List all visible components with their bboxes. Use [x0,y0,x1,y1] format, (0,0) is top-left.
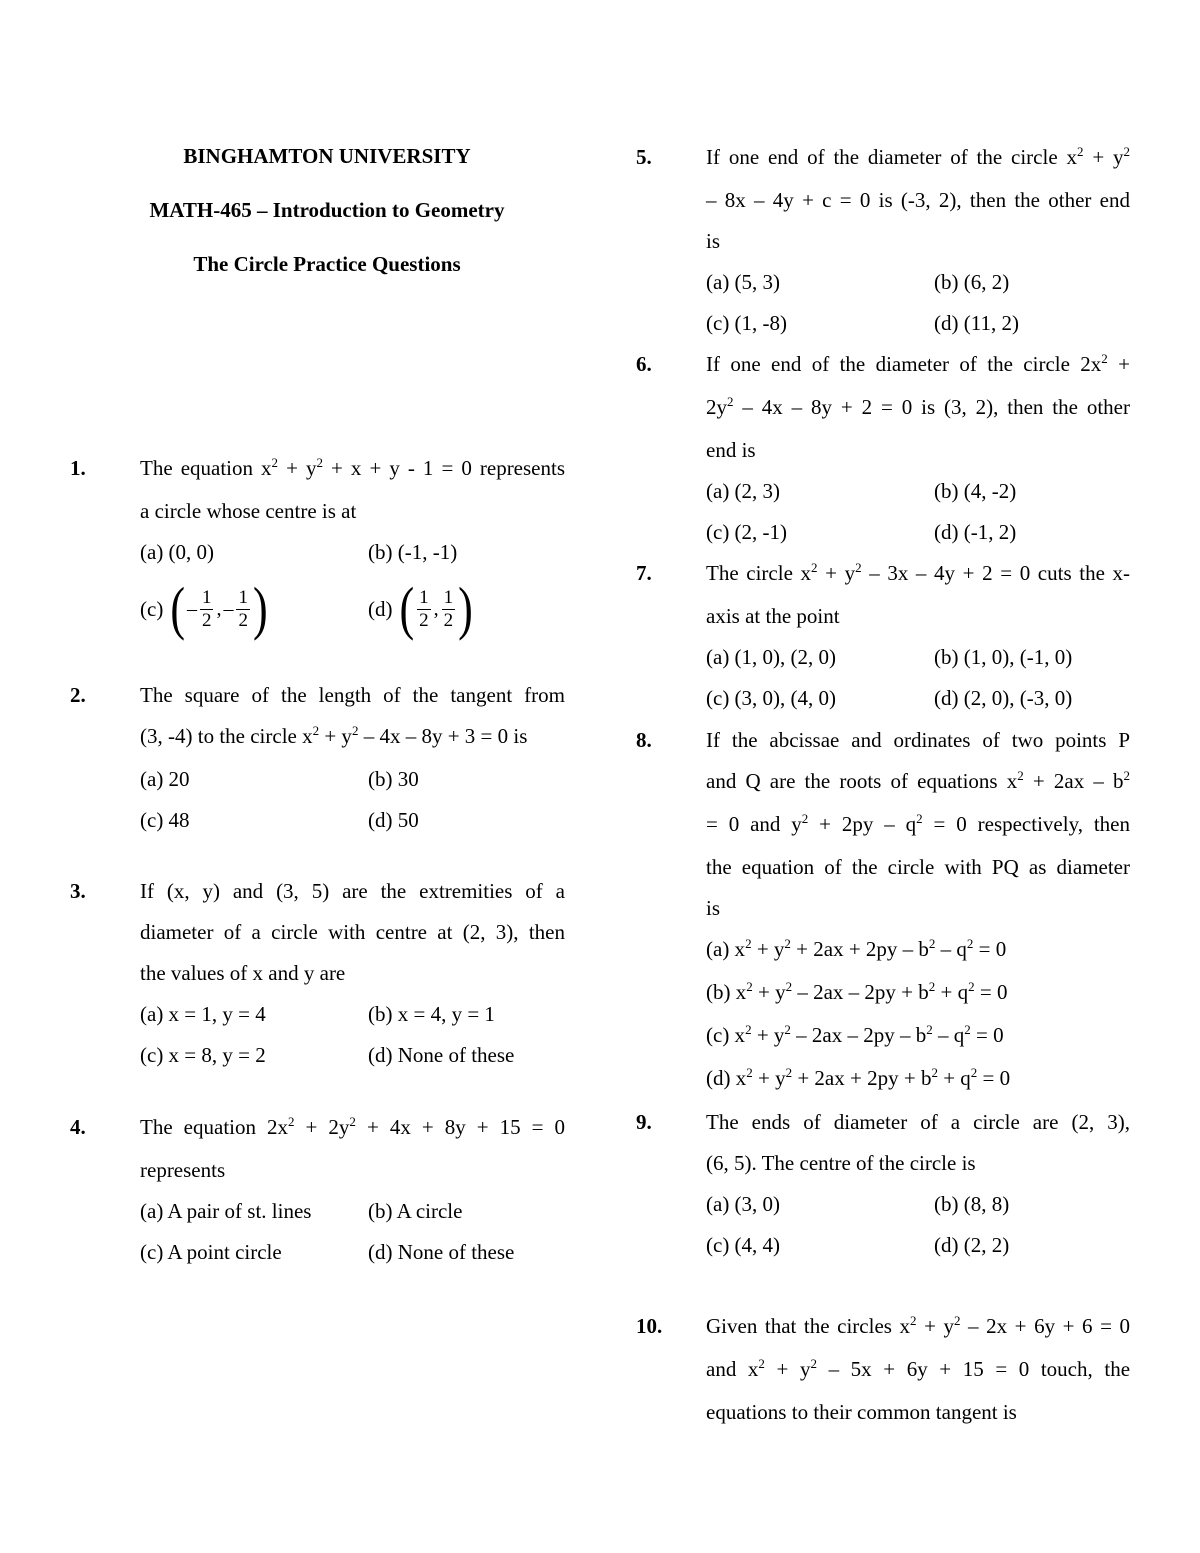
fraction [417,587,431,632]
answer-option: (b) (1, 0), (-1, 0) [934,645,1073,669]
answer-option: (d) (-1, 2) [934,520,1017,544]
minus-sign: – [186,597,197,620]
course-title: MATH-465 – Introduction to Geometry [149,198,505,222]
page-header [117,140,537,302]
question-4 [70,1107,565,1273]
question-text-line: If (x, y) and (3, 5) are the extremities of a [140,879,565,903]
answer-option: (a) (5, 3) [706,270,781,294]
answer-option: (c) (3, 0), (4, 0) [706,686,837,710]
answer-option: (b) (-1, -1) [368,540,458,564]
answer-option: (d) None of these [368,1043,515,1067]
left-column [70,448,565,1273]
answer-option: (d) 50 [368,808,419,832]
answer-options [140,759,565,841]
question-1 [70,448,565,645]
answer-option: (c) 48 [140,808,190,832]
question-text-line: and $x^2 + y^2 - 5x + 6y + 15 = 0$ touch, the [706,1356,1131,1381]
question-text-line: a circle whose centre is at [140,499,357,523]
answer-option: (b) x = 4, y = 1 [368,1002,495,1026]
question-number: 3. [70,879,86,903]
numerator: 1 [443,586,454,608]
question-text-line: represents [140,1158,226,1182]
question-text-line: The square of the length of the tangent from [140,683,565,707]
answer-option: (c) (2, -1) [706,520,788,544]
answer-option: (a) (3, 0) [706,1192,781,1216]
answer-option: (c) A point circle [140,1240,282,1264]
question-text-line: The equation $x^2 + y^2 + x + y - 1 = 0$ represents [140,455,566,480]
answer-option: (b) 30 [368,767,419,791]
answer-option: (b) (6, 2) [934,270,1010,294]
numerator: 1 [201,586,212,608]
fraction [236,587,250,632]
question-number: 2. [70,683,86,707]
page-title: The Circle Practice Questions [193,252,461,276]
question-text-line: equations to their common tangent is [706,1400,1017,1424]
answer-option: (c) (4, 4) [706,1233,781,1257]
question-text-line: – 8x – 4y + c = 0 is (-3, 2), then the other end [706,188,1130,212]
answer-option: (c) $x^2 + y^2 - 2ax - 2py - b^2 - q^2 = 0$ [706,1022,1004,1047]
answer-options [706,1184,1130,1266]
question-number: 5. [636,145,652,169]
answer-options [706,637,1130,719]
denominator: 2 [201,609,212,631]
question-text-line: and Q are the roots of equations $x^2 + 2ax - b^2$ [706,768,1130,793]
left-paren: ( [399,575,415,642]
question-text-line: If one end of the diameter of the circle $x^2 + y^2$ [706,144,1131,169]
answer-option: (c) x = 8, y = 2 [140,1043,266,1067]
question-number: 1. [70,456,86,480]
question-2 [70,675,565,841]
question-10 [636,1306,1130,1433]
left-paren: ( [170,575,185,642]
answer-option-fraction [368,573,590,645]
question-text-line: (3, -4) to the circle $x^2 + y^2 - 4x - 8y + 3 = 0$ is [140,723,528,748]
option-label: (c) [140,596,164,621]
question-text-line: axis at the point [706,604,840,628]
numerator: 1 [419,586,429,608]
question-3 [70,871,565,1076]
question-text-line: diameter of a circle with centre at (2, 3), then [140,920,565,944]
answer-option: (a) (0, 0) [140,540,215,564]
answer-option: (c) (1, -8) [706,311,788,335]
question-number: 6. [636,352,652,376]
question-text-line: The ends of diameter of a circle are (2, 3), [706,1110,1130,1134]
answer-option: (d) (2, 0), (-3, 0) [934,686,1073,710]
fraction [200,587,214,632]
minus-sign: – [223,597,234,620]
answer-option: (b) $x^2 + y^2 - 2ax - 2py + b^2 + q^2 = 0$ [706,979,1008,1004]
option-label: (d) [368,596,393,621]
denominator: 2 [419,609,429,631]
answer-option: (a) (2, 3) [706,479,781,503]
question-text-line: is [706,229,721,253]
question-6 [636,344,1130,553]
answer-option: (a) (1, 0), (2, 0) [706,645,837,669]
answer-option: (d) (2, 2) [934,1233,1010,1257]
right-paren: ) [458,575,473,642]
question-text-line: end is [706,438,756,462]
question-7 [636,553,1130,719]
question-text-line: (6, 5). The centre of the circle is [706,1151,976,1175]
answer-options [706,262,1130,344]
question-5 [636,137,1130,344]
question-text-line: The circle $x^2 + y^2 - 3x - 4y + 2 = 0$ cuts the x- [706,560,1131,585]
question-number: 8. [636,728,652,752]
question-text-line: = 0 and $y^2 + 2py - q^2 = 0$ respectively, then [706,811,1130,836]
answer-option: (a) 20 [140,767,190,791]
question-text-line: If one end of the diameter of the circle $2x^2$ + [706,351,1131,376]
question-number: 10. [636,1314,663,1338]
question-text-line: is [706,896,721,920]
answer-option-fraction [140,573,368,645]
right-column [636,137,1130,1433]
denominator: 2 [443,609,454,631]
question-number: 4. [70,1115,86,1139]
question-number: 9. [636,1110,652,1134]
answer-option: (b) A circle [368,1199,463,1223]
answer-options [140,532,565,573]
question-text-line: the values of x and y are [140,961,346,985]
denominator: 2 [238,609,248,631]
comma: , [433,597,439,620]
question-text-line: The equation $2x^2 + 2y^2 + 4x + 8y + 15 = 0$ [140,1114,566,1139]
answer-option: (d) (11, 2) [934,311,1019,335]
question-8 [636,720,1130,1101]
answer-option: (a) $x^2 + y^2 + 2ax + 2py - b^2 - q^2 = 0$ [706,936,1007,961]
fraction [442,587,456,632]
answer-option: (d) None of these [368,1240,515,1264]
answer-option: (d) $x^2 + y^2 + 2ax + 2py + b^2 + q^2 = 0$ [706,1065,1011,1090]
answer-options [140,1191,565,1273]
fraction-options [140,573,565,645]
question-9 [636,1102,1130,1266]
question-number: 7. [636,561,652,585]
question-text-line: Given that the circles $x^2 + y^2 - 2x + 6y + 6 = 0$ [706,1313,1131,1338]
comma: , [216,597,222,620]
numerator: 1 [238,586,248,608]
answer-options [706,471,1130,553]
answer-option: (a) A pair of st. lines [140,1199,312,1223]
answer-option: (b) (4, -2) [934,479,1017,503]
university-name: BINGHAMTON UNIVERSITY [183,144,471,168]
right-paren: ) [252,575,268,642]
answer-option: (b) (8, 8) [934,1192,1010,1216]
answer-options [140,994,565,1076]
answer-option: (a) x = 1, y = 4 [140,1002,266,1026]
question-text-line: the equation of the circle with PQ as diameter [706,855,1130,879]
question-text-line: $2y^2 - 4x - 8y + 2 = 0$ is (3, 2), then the other [706,394,1130,419]
question-text-line: If the abcissae and ordinates of two points P [706,728,1130,752]
